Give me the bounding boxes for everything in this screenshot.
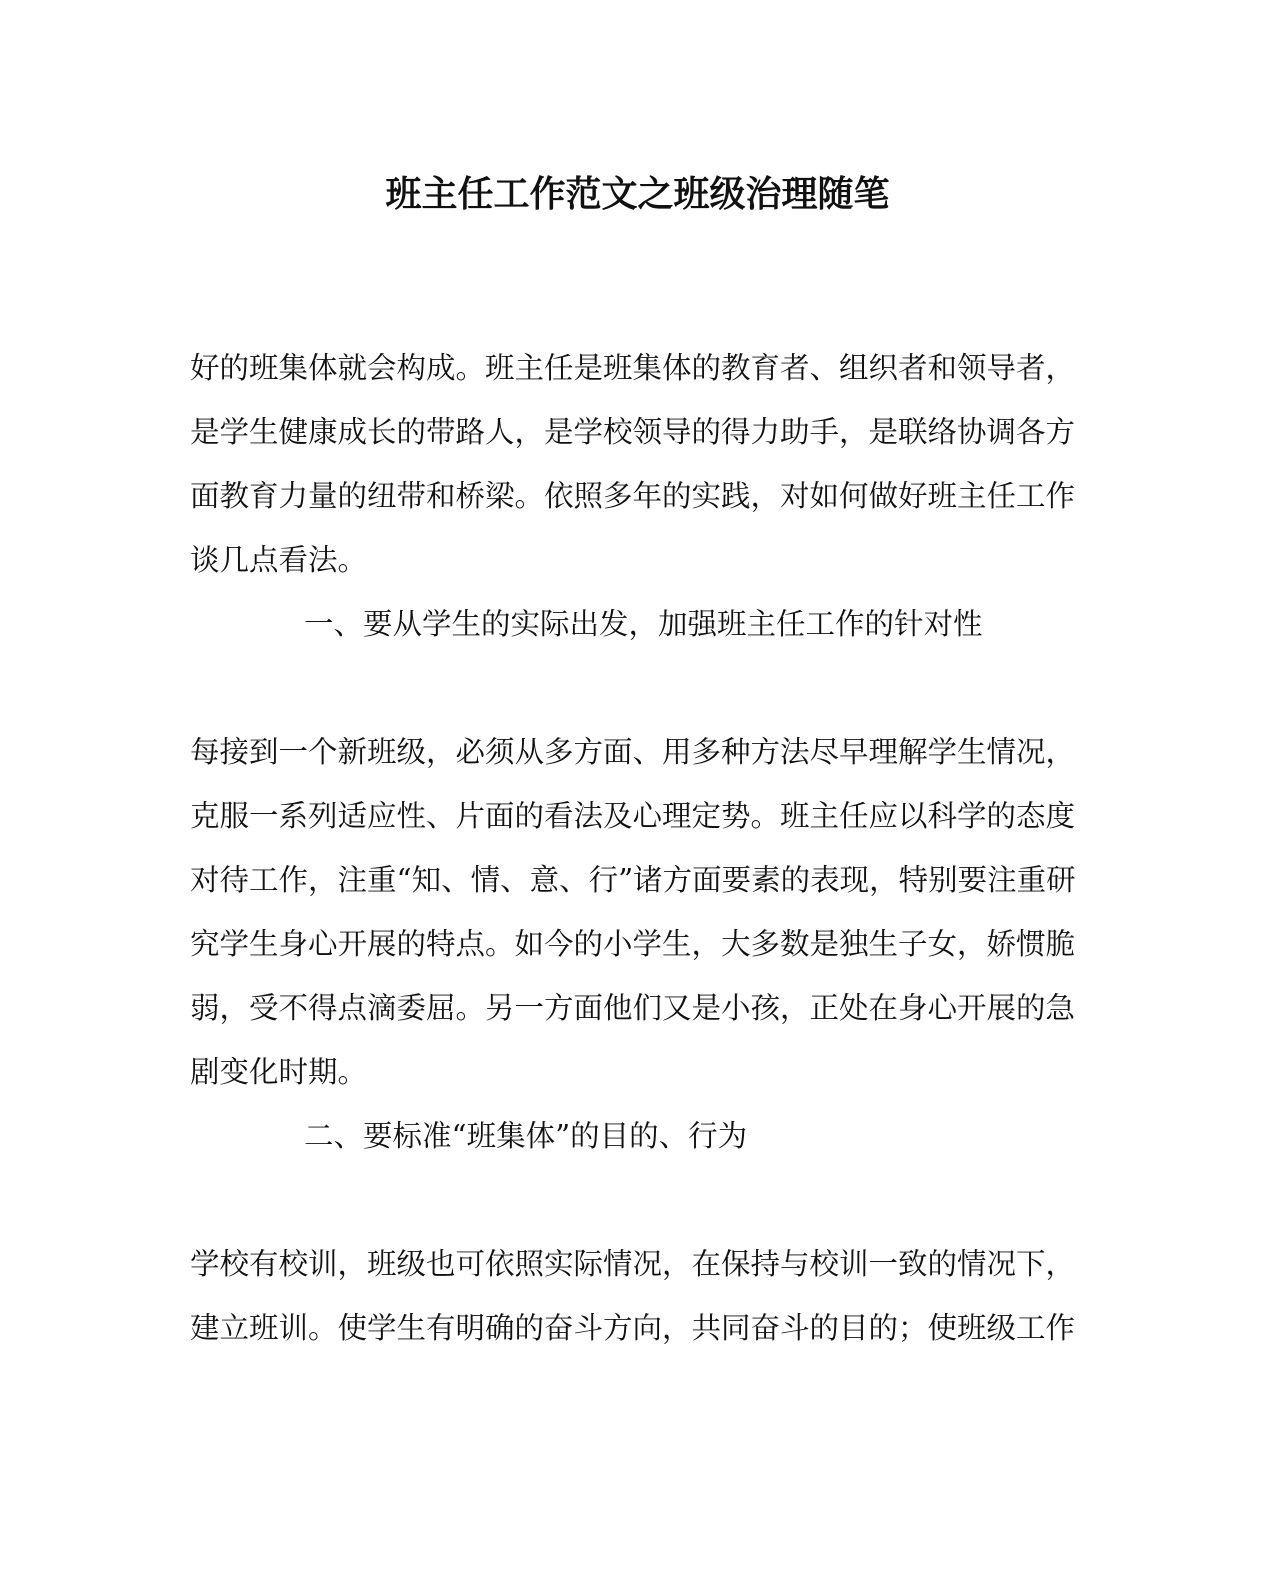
paragraph-1-line-2: 是学生健康成长的带路人，是学校领导的得力助手，是联络协调各方	[190, 415, 1076, 449]
paragraph-2-line-6: 剧变化时期。	[190, 1055, 368, 1089]
paragraph-1-line-1: 好的班集体就会构成。班主任是班集体的教育者、组织者和领导者，	[190, 351, 1076, 385]
paragraph-3-line-2: 建立班训。使学生有明确的奋斗方向，共同奋斗的目的；使班级工作	[190, 1311, 1076, 1345]
paragraph-2-line-5: 弱，受不得点滴委屈。另一方面他们又是小孩，正处在身心开展的急	[190, 991, 1076, 1025]
section-heading-1: 一、要从学生的实际出发，加强班主任工作的针对性	[304, 607, 983, 641]
paragraph-1-line-3: 面教育力量的纽带和桥梁。依照多年的实践，对如何做好班主任工作	[190, 479, 1076, 513]
paragraph-2-line-4: 究学生身心开展的特点。如今的小学生，大多数是独生子女，娇惯脆	[190, 927, 1076, 961]
paragraph-1-line-4: 谈几点看法。	[190, 543, 368, 577]
paragraph-2-line-1: 每接到一个新班级，必须从多方面、用多种方法尽早理解学生情况，	[190, 735, 1076, 769]
document-title: 班主任工作范文之班级治理随笔	[385, 173, 890, 215]
paragraph-3-line-1: 学校有校训，班级也可依照实际情况，在保持与校训一致的情况下，	[190, 1247, 1076, 1281]
paragraph-2-line-2: 克服一系列适应性、片面的看法及心理定势。班主任应以科学的态度	[190, 799, 1076, 833]
paragraph-2-line-3: 对待工作，注重“知、情、意、行”诸方面要素的表现，特别要注重研	[190, 863, 1076, 897]
section-heading-2: 二、要标准“班集体”的目的、行为	[304, 1119, 748, 1153]
